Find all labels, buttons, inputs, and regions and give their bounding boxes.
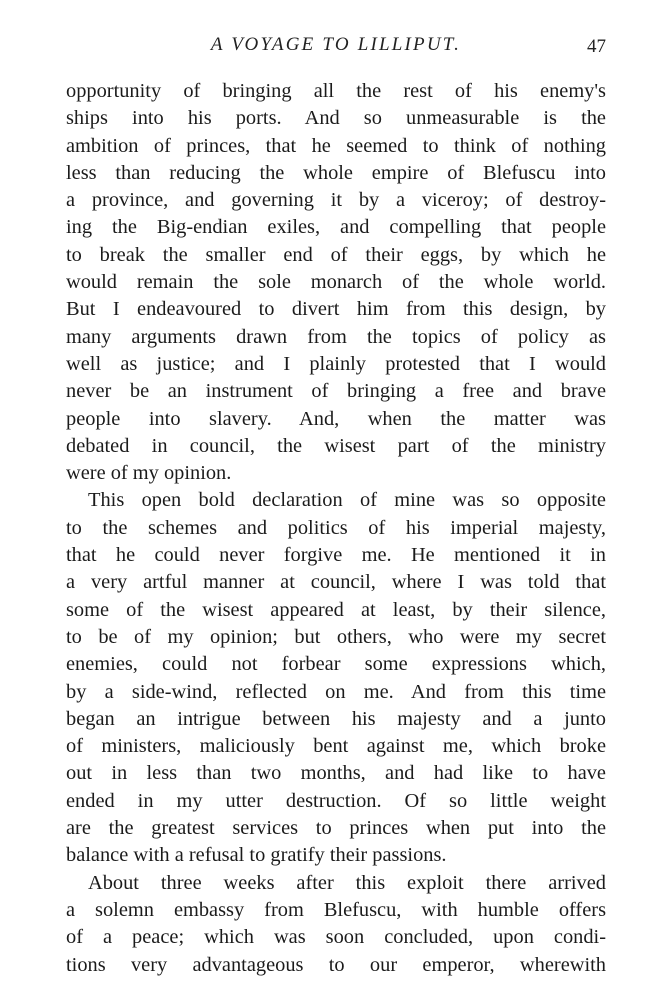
text-line: began an intrigue between his majesty and a junto (66, 707, 606, 730)
text-line: ships into his ports. And so unmeasurable is the (66, 107, 606, 130)
text-line: by a side-wind, reflected on me. And from this time (66, 680, 606, 703)
text-line: opportunity of bringing all the rest of his enemy's (66, 80, 606, 102)
text-line: were of my opinion. (66, 462, 232, 485)
text-line: some of the wisest appeared at least, by their silence, (66, 598, 606, 621)
text-line: ended in my utter destruction. Of so little weight (66, 789, 606, 812)
text-line: a solemn embassy from Blefuscu, with humble offers (66, 898, 606, 921)
text-line: people into slavery. And, when the matter was (66, 407, 606, 430)
text-line: to be of my opinion; but others, who were my secret (66, 625, 606, 648)
text-line: ing the Big-endian exiles, and compelling that people (66, 216, 606, 239)
text-line: many arguments drawn from the topics of policy as (66, 325, 606, 348)
paragraph-1 (66, 78, 606, 487)
text-line: that he could never forgive me. He mentioned it in (66, 544, 606, 567)
text-line: debated in council, the wisest part of the ministry (66, 434, 606, 457)
text-line: balance with a refusal to gratify their passions. (66, 844, 447, 867)
text-line: to the schemes and politics of his imperial majesty, (66, 516, 606, 539)
text-line: never be an instrument of bringing a free and brave (66, 380, 606, 403)
text-line: of a peace; which was soon concluded, upon condi- (66, 926, 606, 949)
text-line: a province, and governing it by a viceroy; of destroy- (66, 189, 606, 212)
text-line: enemies, could not forbear some expressions which, (66, 653, 606, 676)
text-line: But I endeavoured to divert him from this design, by (66, 298, 606, 321)
text-line: This open bold declaration of mine was so opposite (88, 489, 606, 512)
text-line: out in less than two months, and had like to have (66, 762, 606, 785)
text-line: would remain the sole monarch of the whole world. (66, 271, 606, 294)
page-number: 47 (587, 36, 606, 57)
paragraph-2 (66, 487, 606, 869)
body-text (66, 78, 606, 979)
text-line: About three weeks after this exploit there arrived (88, 871, 606, 894)
text-line: are the greatest services to princes when put into the (66, 817, 606, 840)
text-line: to break the smaller end of their eggs, by which he (66, 243, 606, 266)
text-line: well as justice; and I plainly protested that I would (66, 352, 606, 375)
text-line: ambition of princes, that he seemed to think of nothing (66, 134, 606, 157)
text-line: tions very advantageous to our emperor, wherewith (66, 953, 606, 976)
text-line: less than reducing the whole empire of Blefuscu into (66, 161, 606, 184)
paragraph-3 (66, 870, 606, 979)
text-line: of ministers, maliciously bent against me, which broke (66, 735, 606, 758)
running-head (66, 34, 606, 58)
text-line: a very artful manner at council, where I was told that (66, 571, 606, 594)
running-title: A VOYAGE TO LILLIPUT. (210, 34, 462, 55)
